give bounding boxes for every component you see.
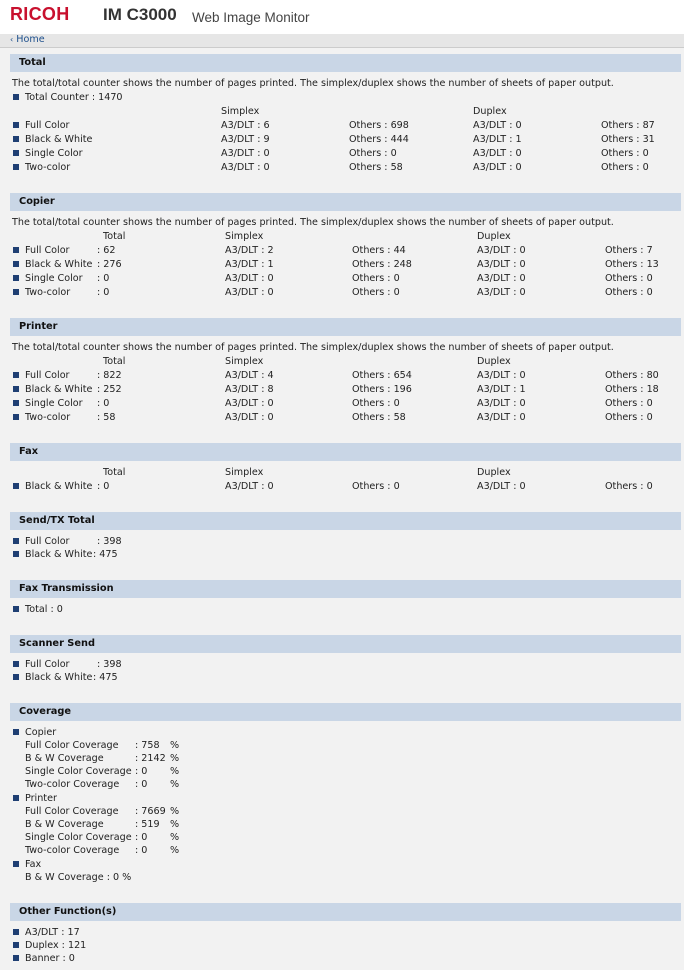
row-label: Full Color (25, 370, 70, 381)
duplex-others: Others : 0 (601, 162, 649, 173)
coverage-label: B & W Coverage (25, 753, 104, 764)
row-label: Black & White (25, 481, 93, 492)
coverage-group-label: Printer (25, 793, 57, 804)
bullet-icon (13, 929, 19, 935)
row-total: : 62 (97, 245, 116, 256)
row-label: Full Color (25, 536, 70, 547)
col-simplex: Simplex (225, 467, 264, 478)
duplex-others: Others : 80 (605, 370, 659, 381)
duplex-a3: A3/DLT : 1 (477, 384, 526, 395)
row-value: : 475 (93, 549, 118, 560)
row-total: : 252 (97, 384, 122, 395)
col-duplex: Duplex (473, 106, 507, 117)
coverage-label: Full Color Coverage (25, 740, 119, 751)
col-duplex: Duplex (477, 467, 511, 478)
row-total: : 0 (97, 287, 110, 298)
section-send-tx-total (10, 512, 681, 530)
coverage-label: B & W Coverage (25, 819, 104, 830)
app-title: Web Image Monitor (192, 10, 310, 25)
section-scanner-send (10, 635, 681, 653)
row-label: Black & White (25, 549, 93, 560)
fax-tx-total: Total : 0 (25, 604, 63, 615)
bullet-icon (13, 414, 19, 420)
chevron-left-icon: ‹ (10, 35, 14, 44)
simplex-others: Others : 0 (352, 273, 400, 284)
simplex-others: Others : 196 (352, 384, 412, 395)
other-row: A3/DLT : 17 (25, 927, 80, 938)
simplex-others: Others : 0 (349, 148, 397, 159)
bullet-icon (13, 795, 19, 801)
duplex-a3: A3/DLT : 0 (477, 273, 526, 284)
duplex-a3: A3/DLT : 0 (477, 287, 526, 298)
bullet-icon (13, 122, 19, 128)
row-label: Black & White (25, 672, 93, 683)
bullet-icon (13, 955, 19, 961)
simplex-others: Others : 0 (352, 398, 400, 409)
row-total: : 0 (97, 273, 110, 284)
simplex-a3: A3/DLT : 8 (225, 384, 274, 395)
coverage-value: : 0 (135, 845, 148, 856)
coverage-group-label: Copier (25, 727, 57, 738)
section-fax-transmission (10, 580, 681, 598)
bullet-icon (13, 372, 19, 378)
coverage-label: Two-color Coverage (25, 845, 120, 856)
simplex-others: Others : 0 (352, 481, 400, 492)
duplex-others: Others : 0 (605, 481, 653, 492)
coverage-value: : 0 (135, 766, 148, 777)
coverage-value: : 0 (135, 779, 148, 790)
duplex-a3: A3/DLT : 0 (473, 148, 522, 159)
home-link[interactable]: ‹ Home (10, 34, 45, 45)
row-label: Full Color (25, 659, 70, 670)
simplex-others: Others : 44 (352, 245, 406, 256)
duplex-others: Others : 7 (605, 245, 653, 256)
row-total: : 58 (97, 412, 116, 423)
row-label: Single Color (25, 273, 83, 284)
coverage-value: : 7669 (135, 806, 166, 817)
bullet-icon (13, 551, 19, 557)
section-title: Other Function(s) (19, 906, 117, 917)
simplex-others: Others : 0 (352, 287, 400, 298)
coverage-pct: % (170, 766, 180, 777)
description-text: The total/total counter shows the number of pages printed. The simplex/duplex shows the number of sheets of paper output. (12, 217, 614, 228)
section-title: Copier (19, 196, 55, 207)
row-value: : 475 (93, 672, 118, 683)
row-label: Two-color (25, 412, 71, 423)
simplex-others: Others : 654 (352, 370, 412, 381)
bullet-icon (13, 674, 19, 680)
bullet-icon (13, 136, 19, 142)
col-duplex: Duplex (477, 231, 511, 242)
bullet-icon (13, 386, 19, 392)
simplex-a3: A3/DLT : 0 (225, 412, 274, 423)
coverage-value: : 519 (135, 819, 160, 830)
section-copier (10, 193, 681, 211)
simplex-a3: A3/DLT : 1 (225, 259, 274, 270)
row-label: Two-color (25, 162, 71, 173)
bullet-icon (13, 942, 19, 948)
section-coverage (10, 703, 681, 721)
row-total: : 0 (97, 398, 110, 409)
row-total: : 822 (97, 370, 122, 381)
duplex-others: Others : 13 (605, 259, 659, 270)
duplex-a3: A3/DLT : 0 (477, 259, 526, 270)
duplex-others: Others : 0 (605, 273, 653, 284)
section-title: Printer (19, 321, 58, 332)
col-duplex: Duplex (477, 356, 511, 367)
coverage-label: B & W Coverage : 0 % (25, 872, 132, 883)
duplex-a3: A3/DLT : 1 (473, 134, 522, 145)
section-title: Fax (19, 446, 39, 457)
simplex-a3: A3/DLT : 4 (225, 370, 274, 381)
coverage-pct: % (170, 845, 180, 856)
simplex-others: Others : 248 (352, 259, 412, 270)
duplex-others: Others : 87 (601, 120, 655, 131)
coverage-pct: % (170, 806, 180, 817)
duplex-a3: A3/DLT : 0 (473, 120, 522, 131)
simplex-a3: A3/DLT : 6 (221, 120, 270, 131)
coverage-label: Single Color Coverage (25, 766, 132, 777)
simplex-a3: A3/DLT : 0 (225, 273, 274, 284)
breadcrumb (0, 34, 684, 48)
col-total: Total (103, 356, 126, 367)
duplex-others: Others : 18 (605, 384, 659, 395)
bullet-icon (13, 861, 19, 867)
section-total (10, 54, 681, 72)
row-label: Two-color (25, 287, 71, 298)
row-label: Black & White (25, 259, 93, 270)
col-simplex: Simplex (221, 106, 260, 117)
simplex-others: Others : 444 (349, 134, 409, 145)
coverage-value: : 2142 (135, 753, 166, 764)
coverage-label: Two-color Coverage (25, 779, 120, 790)
section-fax (10, 443, 681, 461)
simplex-a3: A3/DLT : 0 (225, 287, 274, 298)
description-text: The total/total counter shows the number of pages printed. The simplex/duplex shows the number of sheets of paper output. (12, 342, 614, 353)
bullet-icon (13, 289, 19, 295)
duplex-others: Others : 0 (605, 287, 653, 298)
row-label: Single Color (25, 398, 83, 409)
bullet-icon (13, 261, 19, 267)
simplex-a3: A3/DLT : 0 (221, 162, 270, 173)
bullet-icon (13, 150, 19, 156)
row-label: Black & White (25, 134, 93, 145)
section-title: Scanner Send (19, 638, 95, 649)
coverage-value: : 0 (135, 832, 148, 843)
bullet-icon (13, 538, 19, 544)
section-title: Send/TX Total (19, 515, 95, 526)
simplex-a3: A3/DLT : 0 (225, 481, 274, 492)
bullet-icon (13, 247, 19, 253)
duplex-others: Others : 0 (605, 412, 653, 423)
row-total: : 276 (97, 259, 122, 270)
coverage-label: Full Color Coverage (25, 806, 119, 817)
section-title: Coverage (19, 706, 72, 717)
bullet-icon (13, 94, 19, 100)
simplex-others: Others : 58 (349, 162, 403, 173)
row-label: Single Color (25, 148, 83, 159)
coverage-label: Single Color Coverage (25, 832, 132, 843)
duplex-a3: A3/DLT : 0 (473, 162, 522, 173)
duplex-others: Others : 31 (601, 134, 655, 145)
bullet-icon (13, 164, 19, 170)
other-row: Duplex : 121 (25, 940, 87, 951)
bullet-icon (13, 661, 19, 667)
coverage-group-label: Fax (25, 859, 42, 870)
row-label: Black & White (25, 384, 93, 395)
coverage-pct: % (170, 740, 180, 751)
ricoh-logo: RICOH (10, 4, 70, 24)
col-total: Total (103, 231, 126, 242)
section-title: Total (19, 57, 46, 68)
row-value: : 398 (97, 659, 122, 670)
row-value: : 398 (97, 536, 122, 547)
row-label: Full Color (25, 245, 70, 256)
col-simplex: Simplex (225, 356, 264, 367)
duplex-a3: A3/DLT : 0 (477, 245, 526, 256)
section-printer (10, 318, 681, 336)
header (0, 0, 684, 34)
bullet-icon (13, 483, 19, 489)
duplex-a3: A3/DLT : 0 (477, 412, 526, 423)
simplex-others: Others : 698 (349, 120, 409, 131)
duplex-others: Others : 0 (605, 398, 653, 409)
coverage-pct: % (170, 753, 180, 764)
simplex-a3: A3/DLT : 0 (225, 398, 274, 409)
duplex-a3: A3/DLT : 0 (477, 398, 526, 409)
coverage-pct: % (170, 819, 180, 830)
duplex-a3: A3/DLT : 0 (477, 370, 526, 381)
simplex-a3: A3/DLT : 0 (221, 148, 270, 159)
duplex-others: Others : 0 (601, 148, 649, 159)
coverage-pct: % (170, 832, 180, 843)
col-simplex: Simplex (225, 231, 264, 242)
coverage-value: : 758 (135, 740, 160, 751)
row-total: : 0 (97, 481, 110, 492)
coverage-pct: % (170, 779, 180, 790)
section-other-functions (10, 903, 681, 921)
total-counter: Total Counter : 1470 (25, 92, 123, 103)
bullet-icon (13, 729, 19, 735)
other-row: Banner : 0 (25, 953, 75, 964)
description-text: The total/total counter shows the number of pages printed. The simplex/duplex shows the number of sheets of paper output. (12, 78, 614, 89)
bullet-icon (13, 275, 19, 281)
simplex-a3: A3/DLT : 9 (221, 134, 270, 145)
bullet-icon (13, 606, 19, 612)
section-title: Fax Transmission (19, 583, 114, 594)
model-name: IM C3000 (103, 5, 177, 24)
simplex-others: Others : 58 (352, 412, 406, 423)
row-label: Full Color (25, 120, 70, 131)
col-total: Total (103, 467, 126, 478)
bullet-icon (13, 400, 19, 406)
simplex-a3: A3/DLT : 2 (225, 245, 274, 256)
duplex-a3: A3/DLT : 0 (477, 481, 526, 492)
